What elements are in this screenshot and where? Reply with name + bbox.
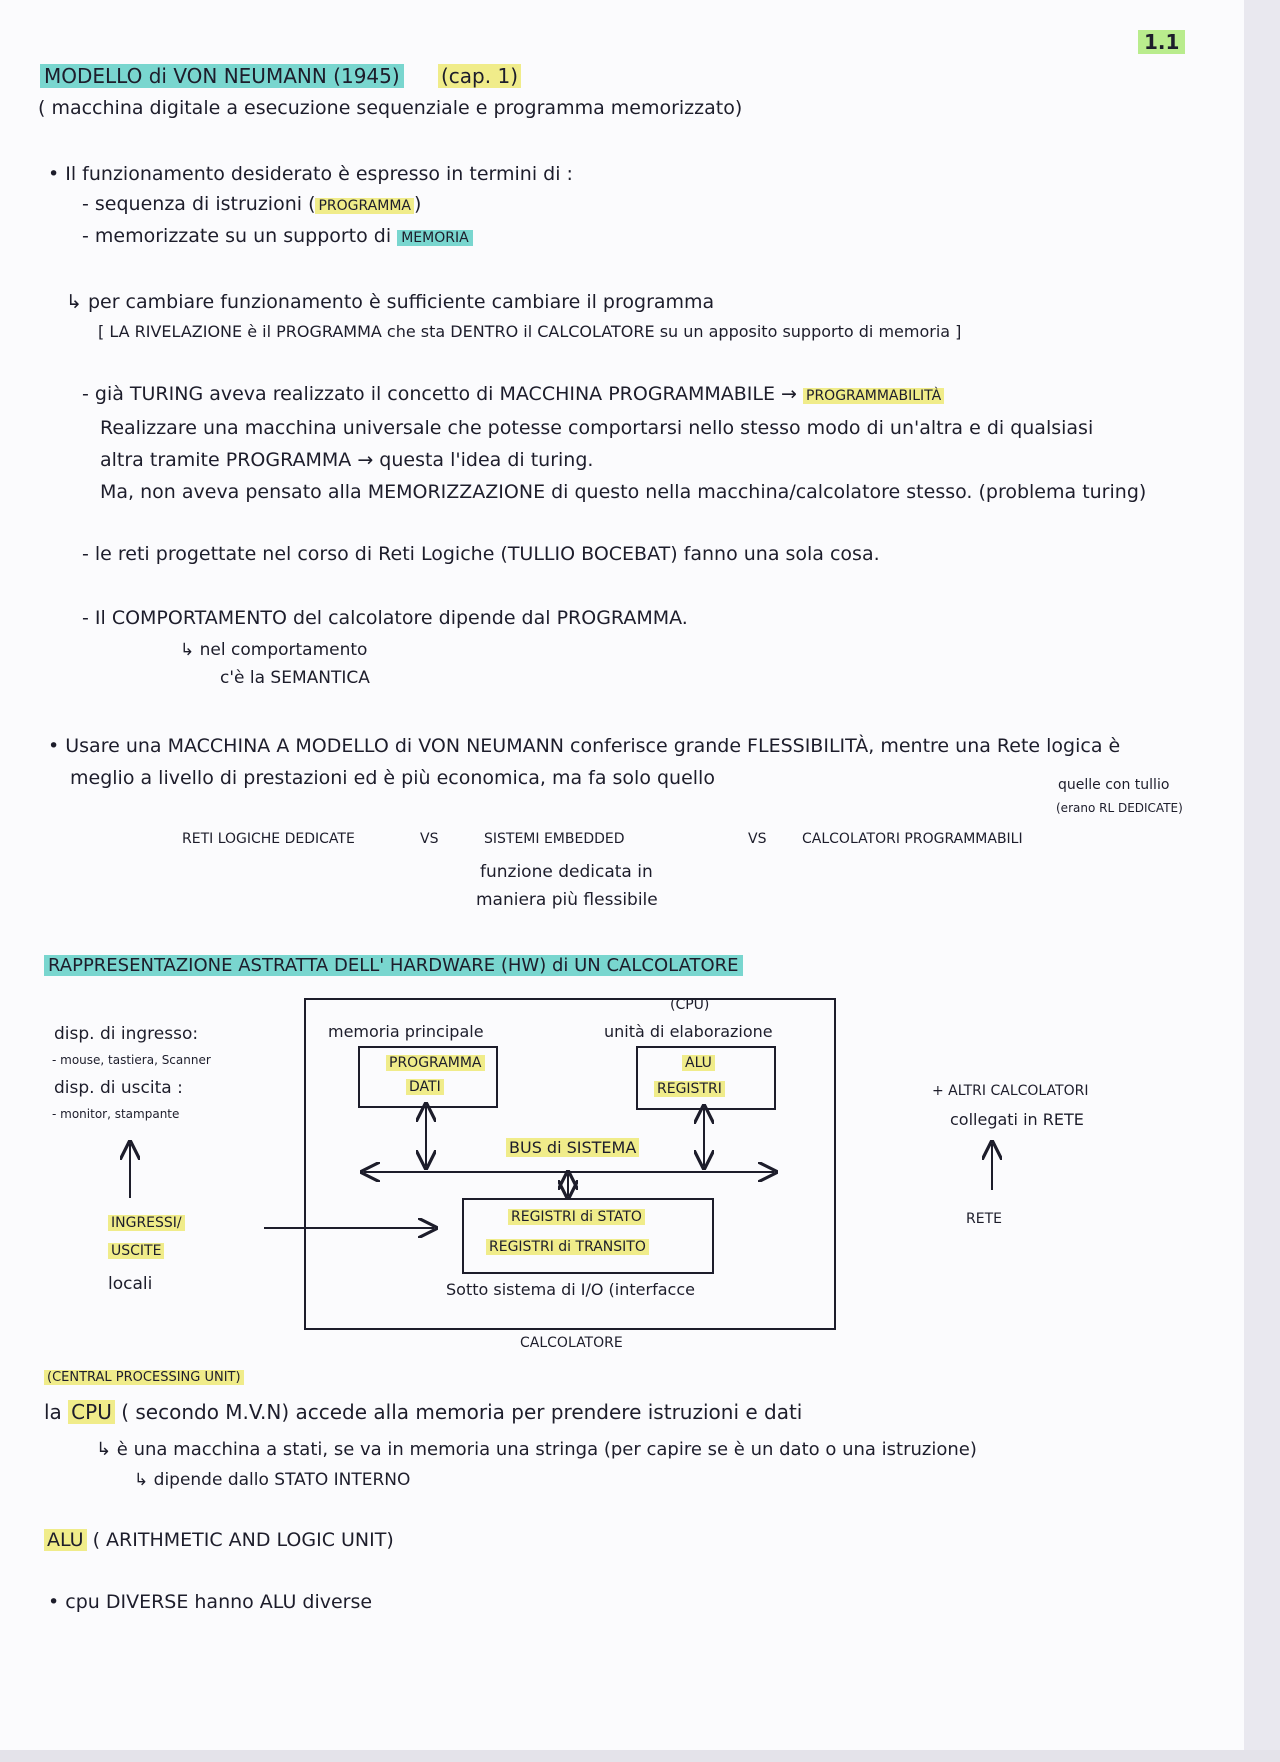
alu-line-1: • cpu DIVERSE hanno ALU diverse [48, 1591, 373, 1613]
compare-embedded: SISTEMI EMBEDDED [484, 831, 625, 847]
reti-line-1: - le reti progettate nel corso di Reti Logiche (TULLIO BOCEBAT) fanno una sola cosa. [82, 543, 880, 565]
turing-line-1: - già TURING aveva realizzato il concetto di MACCHINA PROGRAMMABILE → PROGRAMMABILITÀ [82, 382, 944, 406]
turing-line-3: altra tramite PROGRAMMA → questa l'idea di turing. [100, 449, 594, 471]
cpu-alu: ALU [682, 1054, 715, 1072]
io-status-registers: REGISTRI di STATO [508, 1208, 645, 1226]
cpu-acronym: (CENTRAL PROCESSING UNIT) [44, 1366, 244, 1390]
intro-bullet: • Il funzionamento desiderato è espresso in termini di : [48, 163, 573, 185]
page-subtitle: ( macchina digitale a esecuzione sequenziale e programma memorizzato) [38, 97, 743, 119]
io-transit-registers: REGISTRI di TRANSITO [486, 1238, 649, 1256]
network-label: RETE [966, 1211, 1002, 1227]
memory-data: DATI [406, 1078, 444, 1096]
cpu-line-3: ↳ dipende dallo STATO INTERNO [134, 1470, 411, 1490]
output-devices-examples: - monitor, stampante [52, 1107, 180, 1121]
bracket-note: [ LA RIVELAZIONE è il PROGRAMMA che sta DENTRO il CALCOLATORE su un apposito supporto di memoria ] [98, 322, 962, 341]
alu-heading: ALU ( ARITHMETIC AND LOGIC UNIT) [44, 1528, 394, 1552]
output-devices-title: disp. di uscita : [54, 1078, 183, 1098]
cpu-line-1: la CPU ( secondo M.V.N) accede alla memoria per prendere istruzioni e dati [44, 1400, 803, 1424]
side-note-1: quelle con tullio [1058, 777, 1170, 793]
compare-dedicated: RETI LOGICHE DEDICATE [182, 831, 355, 847]
cpu-tag: (CPU) [670, 997, 710, 1013]
compare-vs-1: VS [420, 831, 439, 847]
input-devices-title: disp. di ingresso: [54, 1024, 199, 1044]
local-io-2: USCITE [108, 1242, 164, 1260]
turing-line-4: Ma, non aveva pensato alla MEMORIZZAZIONE di questo nella macchina/calcolatore stesso. (problema turing) [100, 481, 1147, 503]
page-title: MODELLO di VON NEUMANN (1945) [40, 64, 404, 88]
reti-line-3: ↳ nel comportamento [180, 640, 368, 660]
page-number: 1.1 [1138, 30, 1185, 54]
side-note-2: (erano RL DEDICATE) [1056, 801, 1183, 815]
chapter-label: (cap. 1) [438, 64, 521, 88]
compare-vs-2: VS [748, 831, 767, 847]
diagram-heading: RAPPRESENTAZIONE ASTRATTA DELL' HARDWARE (HW) di UN CALCOLATORE [44, 954, 743, 978]
memory-program: PROGRAMMA [386, 1054, 485, 1072]
compare-programmable: CALCOLATORI PROGRAMMABILI [802, 831, 1023, 847]
flexibility-line-2: meglio a livello di prestazioni ed è più economica, ma fa solo quello [70, 767, 715, 789]
input-devices-examples: - mouse, tastiera, Scanner [52, 1053, 211, 1067]
list-item-program: - sequenza di istruzioni ( PROGRAMMA ) [82, 193, 422, 215]
io-label: Sotto sistema di I/O (interfacce [446, 1280, 695, 1299]
computer-label: CALCOLATORE [520, 1335, 623, 1351]
cpu-label: unità di elaborazione [604, 1022, 773, 1041]
network-note-1: + ALTRI CALCOLATORI [932, 1083, 1089, 1099]
local-io-3: locali [108, 1274, 153, 1294]
local-io-1: INGRESSI/ [108, 1214, 185, 1232]
cpu-registers: REGISTRI [654, 1080, 725, 1098]
embedded-note-1: funzione dedicata in [480, 862, 653, 882]
embedded-note-2: maniera più flessibile [476, 890, 658, 910]
reti-line-2: - Il COMPORTAMENTO del calcolatore dipende dal PROGRAMMA. [82, 607, 688, 629]
reti-line-4: c'è la SEMANTICA [220, 668, 370, 688]
bus-label: BUS di SISTEMA [506, 1136, 639, 1160]
list-item-memory: - memorizzate su un supporto di MEMORIA [82, 224, 473, 248]
turing-line-2: Realizzare una macchina universale che potesse comportarsi nello stesso modo di un'altra e di qualsiasi [100, 417, 1094, 439]
network-note-2: collegati in RETE [950, 1110, 1084, 1129]
arrow-note: ↳ per cambiare funzionamento è sufficiente cambiare il programma [66, 291, 715, 313]
flexibility-line-1: • Usare una MACCHINA A MODELLO di VON NEUMANN conferisce grande FLESSIBILITÀ, mentre una Rete logica è [48, 735, 1121, 757]
memory-label: memoria principale [328, 1022, 484, 1041]
cpu-line-2: ↳ è una macchina a stati, se va in memoria una stringa (per capire se è un dato o una istruzione) [96, 1439, 977, 1460]
